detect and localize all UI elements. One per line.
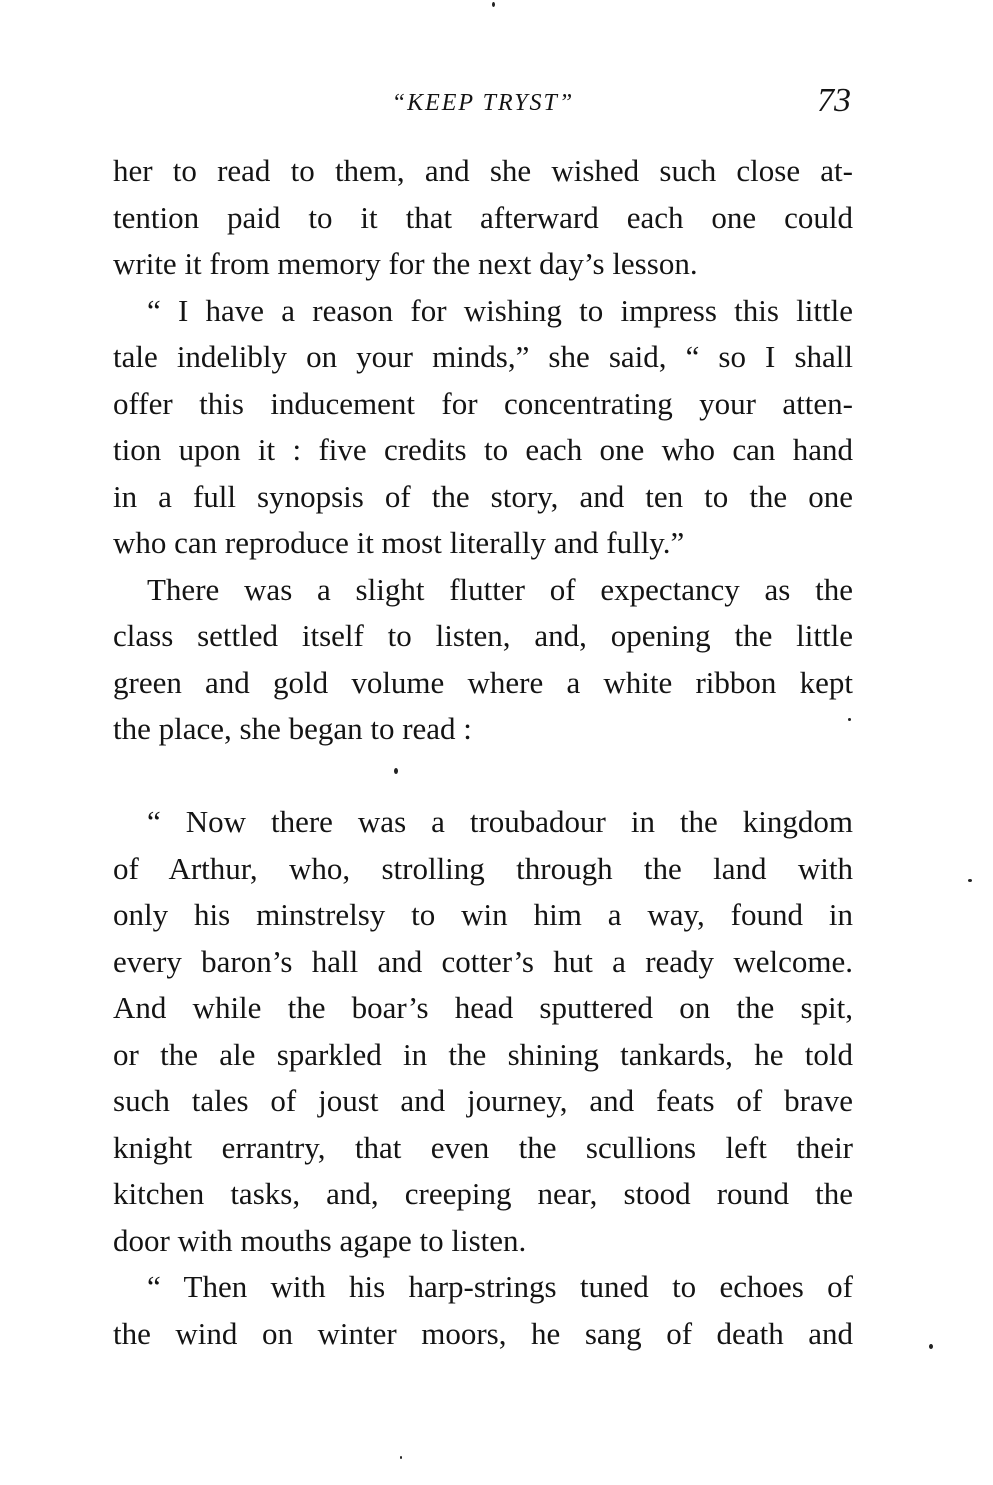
body-text [113, 148, 853, 1357]
scan-speck [400, 1456, 402, 1459]
text-line: tale indelibly on your minds,” she said, “ so I shall [113, 339, 853, 374]
section-gap [113, 753, 853, 800]
text-line: tention paid to it that afterward each one could [113, 199, 853, 235]
text-line: And while the boar’s head sputtered on the spit, [113, 990, 853, 1025]
text-line: the wind on winter moors, he sang of death and [113, 1315, 853, 1351]
scan-speck [492, 2, 495, 7]
text-line: door with mouths agape to listen. [113, 1222, 527, 1258]
text-line: who can reproduce it most literally and fully.” [113, 525, 685, 560]
scan-speck [968, 879, 972, 882]
text-line: “ Now there was a troubadour in the kingdom [147, 804, 853, 839]
text-line: green and gold volume where a white ribbon kept [113, 664, 853, 700]
text-line: knight errantry, that even the scullions left their [113, 1129, 853, 1165]
text-line: class settled itself to listen, and, opening the little [113, 618, 853, 653]
text-line: tion upon it : five credits to each one who can hand [113, 432, 853, 467]
running-head [113, 82, 853, 130]
running-title: “KEEP TRYST” [391, 90, 575, 116]
text-line: the place, she began to read : [113, 711, 472, 746]
text-line: such tales of joust and journey, and feats of brave [113, 1083, 853, 1118]
text-line: kitchen tasks, and, creeping near, stood round the [113, 1176, 853, 1211]
text-line: or the ale sparkled in the shining tankards, he told [113, 1036, 853, 1072]
text-line: of Arthur, who, strolling through the land with [113, 850, 853, 886]
text-line: only his minstrelsy to win him a way, found in [113, 897, 853, 932]
scan-speck [929, 1344, 933, 1349]
text-line: offer this inducement for concentrating your atten- [113, 385, 853, 421]
text-line: “ I have a reason for wishing to impress this little [147, 292, 853, 328]
text-line: her to read to them, and she wished such close at- [113, 153, 853, 188]
scan-speck [848, 718, 851, 721]
text-line: write it from memory for the next day’s lesson. [113, 246, 698, 281]
text-line: in a full synopsis of the story, and ten to the one [113, 478, 853, 514]
text-line: There was a slight flutter of expectancy as the [147, 571, 853, 607]
text-line: every baron’s hall and cotter’s hut a ready welcome. [113, 943, 853, 979]
page-number: 73 [817, 82, 851, 119]
scan-speck [394, 768, 398, 774]
text-line: “ Then with his harp-strings tuned to echoes of [147, 1269, 853, 1304]
